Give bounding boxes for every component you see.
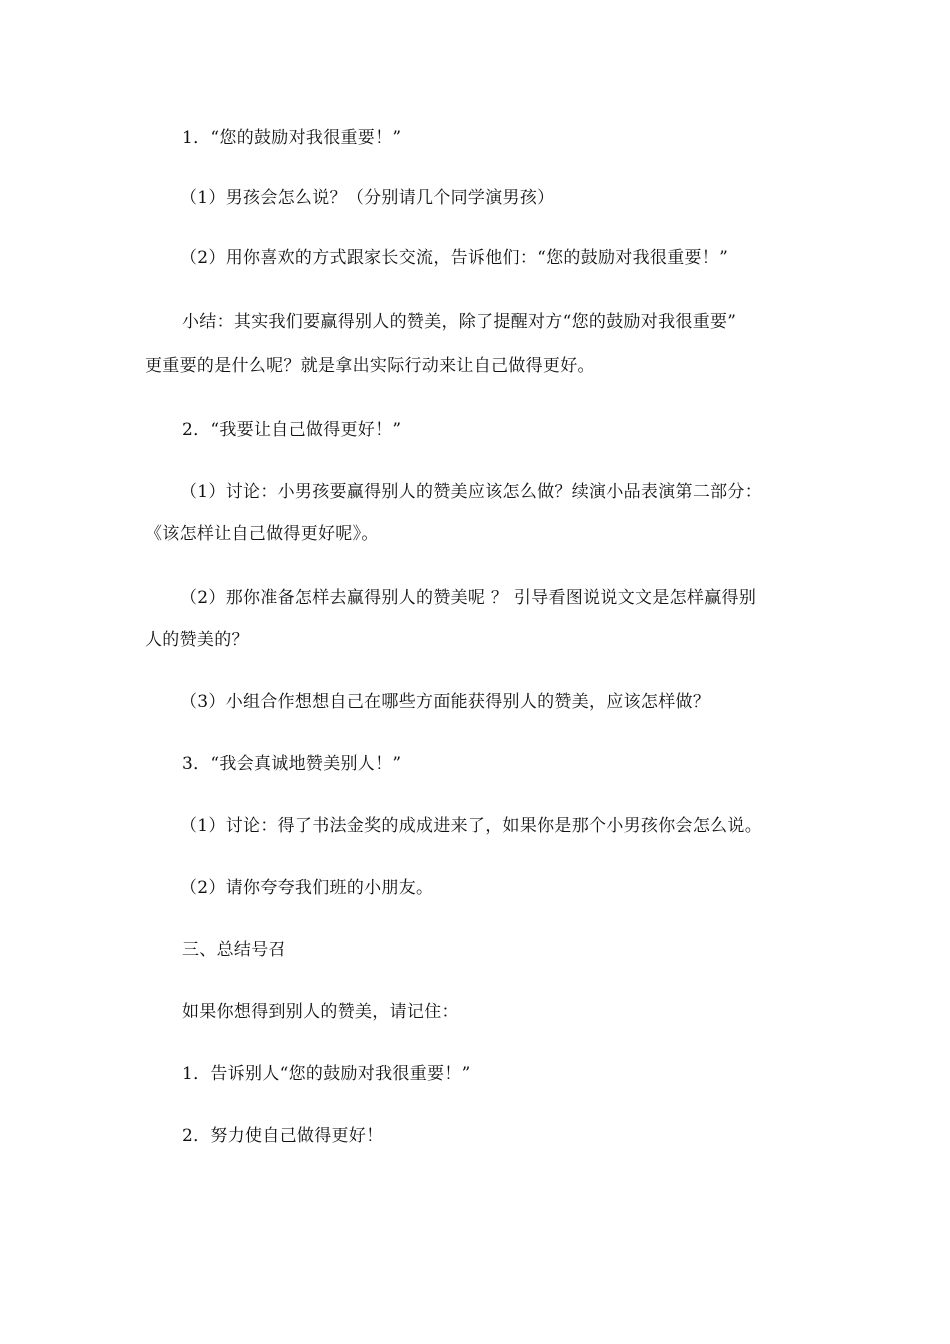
item-2-sub-1-line-2: 《该怎样让自己做得更好呢》。: [145, 524, 379, 544]
item-2-sub-2-line-2: 人的赞美的？: [145, 630, 249, 650]
item-2-sub-3: （3）小组合作想想自己在哪些方面能获得别人的赞美，应该怎样做？: [180, 692, 711, 712]
conclusion-intro: 如果你想得到别人的赞美，请记住：: [182, 1002, 459, 1022]
item-2-sub-1-line-1: （1）讨论：小男孩要赢得别人的赞美应该怎么做？续演小品表演第二部分：: [180, 482, 763, 502]
item-2-sub-2-line-1: （2）那你准备怎样去赢得别人的赞美呢 ？ 引导看图说说文文是怎样赢得别: [180, 588, 757, 608]
summary-line-2: 更重要的是什么呢？就是拿出实际行动来让自己做得更好。: [145, 356, 595, 376]
item-3-sub-2: （2）请你夸夸我们班的小朋友。: [180, 878, 434, 898]
item-1-heading: 1．“您的鼓励对我很重要！”: [182, 128, 402, 148]
item-3-heading: 3．“我会真诚地赞美别人！”: [182, 754, 402, 774]
summary-line-1: 小结：其实我们要赢得别人的赞美，除了提醒对方“您的鼓励对我很重要”: [182, 312, 737, 332]
conclusion-point-1: 1．告诉别人“您的鼓励对我很重要！”: [182, 1064, 471, 1084]
item-2-heading: 2．“我要让自己做得更好！”: [182, 420, 402, 440]
conclusion-point-2: 2．努力使自己做得更好！: [182, 1126, 384, 1146]
item-3-sub-1: （1）讨论：得了书法金奖的成成进来了，如果你是那个小男孩你会怎么说。: [180, 816, 763, 836]
section-heading-conclusion: 三、总结号召: [182, 940, 286, 960]
item-1-sub-2: （2）用你喜欢的方式跟家长交流，告诉他们：“您的鼓励对我很重要！”: [180, 248, 729, 268]
item-1-sub-1: （1）男孩会怎么说？（分别请几个同学演男孩）: [180, 188, 555, 208]
